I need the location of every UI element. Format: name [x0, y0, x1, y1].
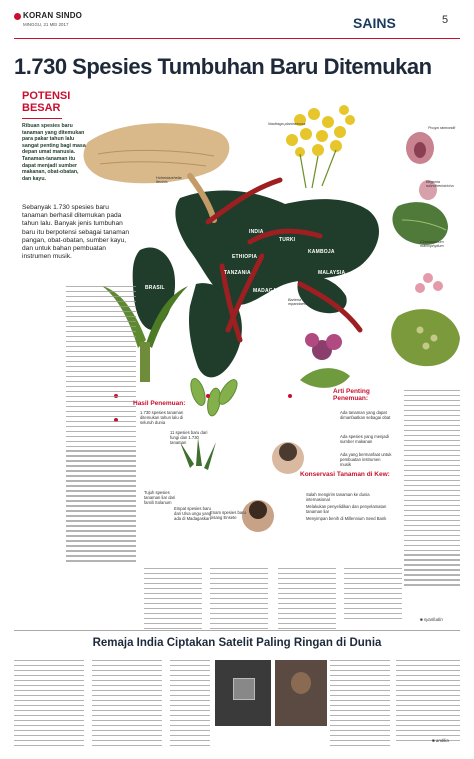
article-column-3	[210, 568, 268, 633]
byline: ■ syarifudin	[420, 617, 443, 622]
second-article-col-3	[170, 660, 210, 750]
koran-sindo-logo	[14, 13, 21, 20]
result-item-3: Tujuh spesies tanaman liar dari famili Solanum	[144, 490, 176, 505]
plant-label-begonia: Begonia rubrotheriotricha	[426, 180, 454, 189]
article-column-4	[278, 568, 336, 633]
yellow-flower-cluster	[286, 105, 355, 157]
map-label-ethiopia: ETHIOPIA	[232, 254, 258, 260]
pod-plant-bottom	[188, 377, 241, 417]
result-item-2: 11 spesies baru dari fungi dan 1.730 tanaman	[170, 430, 208, 445]
article-column-1	[66, 286, 136, 565]
student-face	[291, 672, 311, 694]
importance-item-1: Ada tanaman yang dapat dimanfaatkan sebagai obat	[340, 410, 391, 420]
scientist-portraits	[242, 442, 304, 532]
conservation-item-3: Menyimpan benih di Millennium Seed Bank	[306, 516, 387, 521]
result-item-4: Empat spesies baru dari Ulva ungu yang ada di Madagaskar	[174, 506, 212, 521]
result-item-1: 1.730 spesies tanaman ditemukan tahun lalu di seluruh dunia	[140, 410, 184, 425]
plant-label-pouya: Pouya raimondii	[428, 126, 456, 130]
map-label-india: INDIA	[249, 229, 264, 235]
world-map	[133, 190, 379, 377]
plant-label-hohenbuehelia: Hohenbuehelia flexinis	[156, 176, 182, 185]
importance-item-3: Ada yang bermanfaat untuk pembuatan instrumen musik	[340, 452, 392, 467]
deck: Ribuan spesies baru tanaman yang ditemukan para pakar tahun lalu sangat penting bagi masa depan umat manusia. Tanaman-tanaman itu dapat menjadi sumber makanan, obat-obatan, dan kayu.	[22, 123, 86, 182]
importance-heading: Arti Penting Penemuan:	[333, 388, 370, 402]
second-article-col-4	[330, 660, 390, 750]
plant-label-naufraga: Naufraga planiramosa	[268, 122, 306, 126]
map-label-brasil: BRASIL	[145, 285, 165, 291]
second-article-col-2	[92, 660, 162, 750]
article-column-6	[404, 390, 460, 589]
conservation-item-1: Salah mengirim tanaman ke dunia internasional	[306, 492, 370, 502]
results-heading: Hasil Penemuan:	[133, 400, 186, 407]
kicker: POTENSI BESAR	[22, 90, 71, 114]
conservation-heading: Konservasi Tanaman di Kew:	[300, 471, 390, 478]
satellite-object	[233, 678, 255, 700]
pink-flowers-top-right	[406, 132, 437, 200]
barleria-flowers	[300, 333, 350, 388]
page-title: 1.730 Spesies Tumbuhan Baru Ditemukan	[14, 54, 432, 79]
kicker-rule	[22, 118, 62, 119]
cinnamomum-foliage	[391, 309, 460, 366]
second-article-col-1	[14, 660, 84, 750]
result-item-5: Enam spesies baru pisang Ensete	[210, 510, 246, 520]
brand-name: KORAN SINDO	[23, 11, 83, 20]
plant-label-cinnamomum: Cinnamomum macrophyllum	[420, 240, 444, 249]
conservation-item-2: Melakukan penyelidikan dan penyelamatan tanaman liar	[306, 504, 387, 514]
page-number: 5	[442, 14, 449, 26]
map-label-madagaskar: MADAGASKAR	[253, 288, 292, 294]
masthead	[0, 0, 474, 46]
map-label-turki: TURKI	[279, 237, 296, 243]
section-divider	[14, 630, 460, 631]
lead-paragraph: Sebanyak 1.730 spesies baru tanaman berhasil ditemukan pada tahun lalu. Banyak jenis tumbuhan baru itu berpotensi sebagai tanaman pangan, obat-obatan, sumber kayu, dan untuk bahan pembuatan instrumen musik.	[22, 204, 130, 261]
map-label-tanzania: TANZANIA	[224, 270, 251, 276]
importance-item-2: Ada spesies yang menjadi sumber makanan	[340, 434, 389, 444]
second-headline: Remaja India Ciptakan Satelit Paling Ringan di Dunia	[92, 637, 382, 649]
satellite-photo	[215, 660, 271, 726]
begonia-leaf	[392, 202, 448, 245]
map-label-malaysia: MALAYSIA	[318, 270, 346, 276]
article-column-2	[144, 568, 202, 633]
issue-date: MINGGU, 21 MEI 2017	[23, 22, 69, 27]
plant-label-barleria: Barleria mpandaensis	[288, 298, 311, 307]
masthead-rule	[14, 38, 460, 39]
article-column-5	[344, 568, 402, 623]
section-name: SAINS	[353, 15, 396, 31]
map-label-kamboja: KAMBOJA	[308, 249, 335, 255]
second-byline: ■ andika	[432, 738, 449, 743]
second-article-col-5	[396, 660, 460, 745]
pink-begonia-flowers	[415, 273, 443, 293]
student-portrait	[275, 660, 327, 726]
